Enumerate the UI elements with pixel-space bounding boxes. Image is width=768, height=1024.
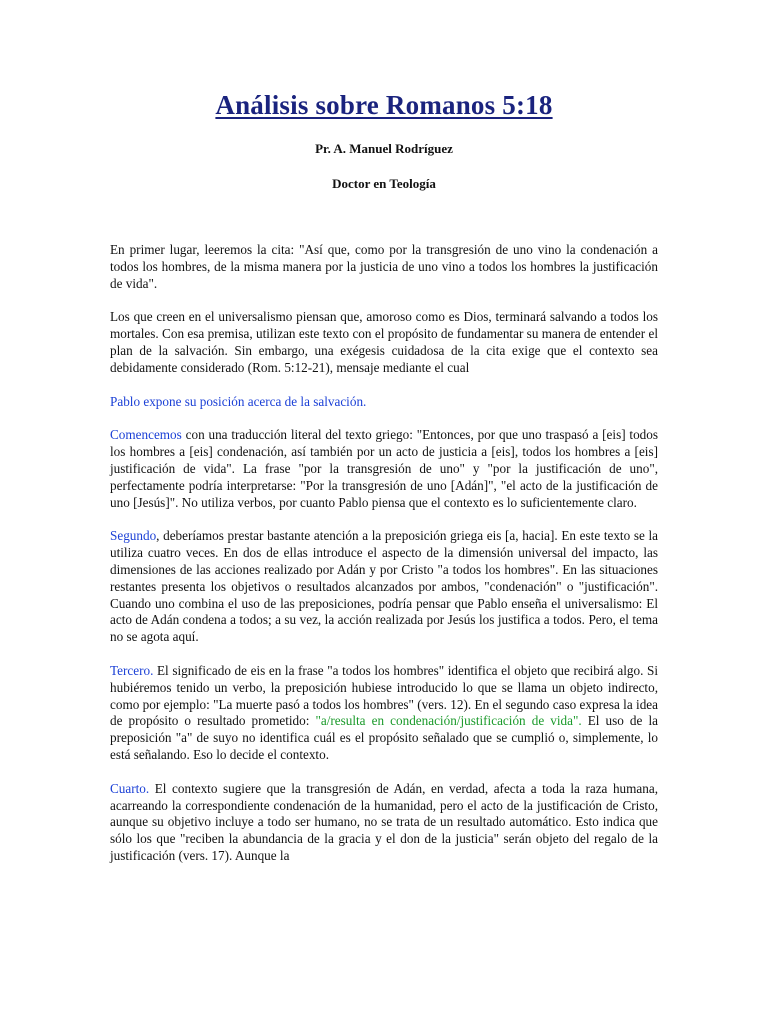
paragraph-text: El contexto sugiere que la transgresión de Adán, en verdad, afecta a toda la raza humana, acarreando la correspondiente condenación de la humanidad, pero el acto de la justificación de Cristo, aunque su objetivo incluye a todo ser humano, no se trata de un resultado automático. Esto indica que sólo los que "reciben la abundancia de la gracia y el don de la justicia" serán objeto del regalo de la justificación (vers. 17). Aunque la	[110, 780, 658, 863]
paragraph-universalism: Los que creen en el universalismo piensan que, amoroso como es Dios, terminará salvando a todos los mortales. Con esa premisa, utilizan este texto con el propósito de fundamentar su manera de entender el plan de la salvación. Sin embargo, una exégesis cuidadosa de la cita exige que el contexto sea debidamente considerado (Rom. 5:12-21), mensaje mediante el cual	[110, 309, 658, 375]
document-page	[110, 0, 658, 865]
paragraph-text: , deberíamos prestar bastante atención a la preposición griega eis [a, hacia]. En este texto se la utiliza cuatro veces. En dos de ellas introduce el aspecto de la dimensión universal del impacto, las dimensiones de las acciones realizado por Adán y por Cristo "a todos los hombres". En las situaciones restantes presenta los objetivos o resultados alcanzados por ambos, "condenación" o "justificación". Cuando uno combina el uso de las preposiciones, podría pensar que Pablo enseña el universalismo: El acto de Adán condena a todos; a su vez, la acción realizada por Jesús los justifica a todos. Pero, el tema no se agota aquí.	[110, 528, 658, 645]
paragraph-lead-cuarto: Cuarto.	[110, 780, 150, 796]
paragraph-fourth-point	[110, 781, 658, 865]
section-heading-salvation: Pablo expone su posición acerca de la salvación.	[110, 393, 367, 409]
paragraph-lead-tercero: Tercero.	[110, 662, 154, 678]
paragraph-intro: En primer lugar, leeremos la cita: "Así que, como por la transgresión de uno vino la condenación a todos los hombres, de la misma manera por la justicia de uno vino a todos los hombres la justificación de vida".	[110, 242, 658, 291]
highlighted-phrase: "a/resulta en condenación/justificación de vida".	[315, 713, 582, 729]
degree-line: Doctor en Teología	[332, 176, 436, 191]
paragraph-lead-comencemos: Comencemos	[110, 427, 182, 443]
paragraph-third-point	[110, 663, 658, 764]
paragraph-text: El uso de la preposición "a" de suyo no identifica cuál es el propósito señalado que se cumplió o, simplemente, lo está señalando. Eso lo decide el contexto.	[110, 713, 658, 762]
paragraph-text: con una traducción literal del texto griego: "Entonces, por que uno traspasó a [eis] todos los hombres a [eis] condenación, así también por un acto de justicia a [eis], todos los hombres a [eis] justificación de vida". La frase "por la transgresión de uno" y "por la justificación de uno", perfectamente podría interpretarse: "Por la transgresión de uno [Adán]", "el acto de la justificación de uno [Jesús]". No utiliza verbos, por cuanto Pablo piensa que el contexto es lo suficientemente claro.	[110, 427, 658, 510]
author-line: Pr. A. Manuel Rodríguez	[315, 141, 453, 156]
paragraph-text: El significado de eis en la frase "a todos los hombres" identifica el objeto que recibirá algo. Si hubiéremos tenido un verbo, la preposición hubiese introducido lo que se llama un objeto indirecto, como por ejemplo: "La muerte pasó a todos los hombres" (vers. 12). En el segundo caso expresa la idea de propósito o resultado prometido:	[110, 662, 658, 729]
paragraph-second-point	[110, 528, 658, 646]
paragraph-first-point	[110, 427, 658, 511]
paragraph-lead-segundo: Segundo	[110, 528, 157, 544]
document-title: Análisis sobre Romanos 5:18	[215, 90, 553, 120]
